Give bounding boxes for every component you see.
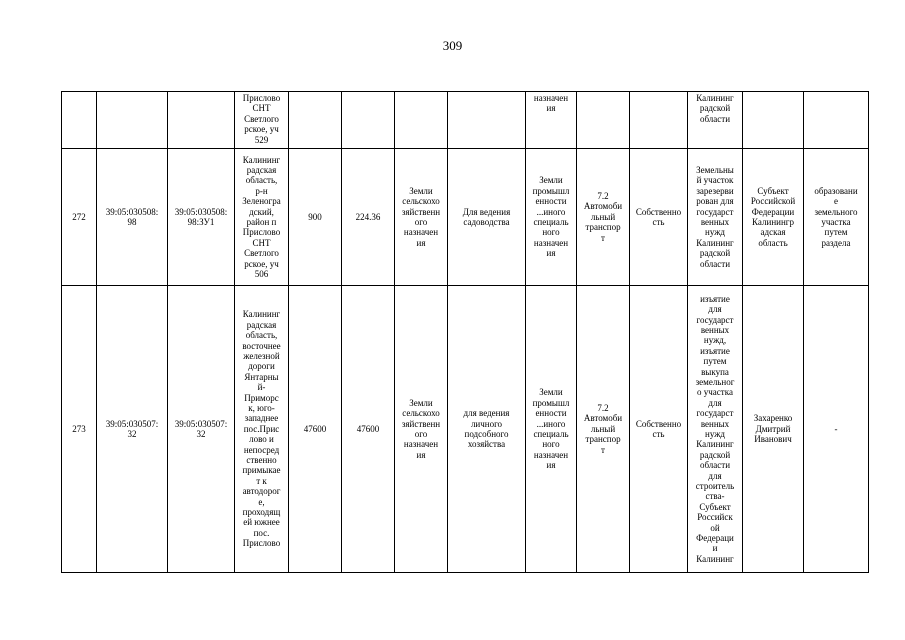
address-cell	[235, 149, 289, 286]
note-cell	[804, 286, 869, 573]
cell-line: область,	[245, 330, 278, 341]
cell-line: 39:05:030507:	[105, 418, 159, 429]
cell-line: Земли	[539, 175, 563, 186]
permitted-use-cell	[448, 149, 526, 286]
cell-line: СНТ	[252, 103, 271, 114]
cell-line: зяйственн	[401, 418, 441, 429]
cell-line: сельскохо	[402, 408, 440, 419]
land-category-cell	[395, 92, 448, 149]
cell-line: ...иного	[536, 418, 566, 429]
cell-line: радской	[699, 248, 731, 259]
cell-line: Дмитрий	[755, 423, 791, 434]
cell-line: Автомоби	[583, 201, 623, 212]
cell-line: Янтарны	[244, 371, 279, 382]
cell-line: Субъект	[757, 185, 789, 196]
cell-line: 39:05:030508:	[174, 206, 228, 217]
cell-line: государст	[696, 314, 734, 325]
owner-cell	[743, 92, 804, 149]
cell-line: венных	[700, 324, 730, 335]
cell-line: ного	[542, 439, 560, 450]
cell-line: т	[601, 444, 605, 455]
cell-line: для	[708, 304, 722, 315]
cell-line: Зеленогра	[242, 196, 281, 207]
cell-line: радской	[699, 449, 731, 460]
cell-line: 39:05:030508:	[105, 206, 159, 217]
cell-line: рован для	[696, 196, 734, 207]
cell-line: Калининг	[696, 237, 734, 248]
cell-line: ...иного	[536, 206, 566, 217]
cell-line: Автомоби	[583, 413, 623, 424]
cell-line: район п	[246, 217, 277, 227]
cell-line: Прислово	[242, 227, 281, 238]
cell-line: сть	[652, 429, 665, 439]
cell-line: льный	[590, 423, 616, 434]
cell-line: ой	[710, 522, 720, 533]
cell-line: транспор	[585, 434, 621, 445]
cadastral-number-cell	[97, 286, 168, 573]
cell-line: Земельны	[696, 164, 734, 175]
category-code-cell	[577, 286, 630, 573]
cell-line: назначен	[403, 227, 439, 238]
owner-cell	[743, 286, 804, 573]
table-row	[62, 286, 869, 573]
cell-line: 529	[254, 134, 269, 145]
area-total-cell: 47600	[289, 286, 342, 573]
cell-line: 98:ЗУ1	[187, 217, 215, 227]
area-part-cell	[342, 92, 395, 149]
cell-line: зарезерви	[696, 185, 734, 196]
cell-line: 7.2	[597, 402, 609, 413]
cell-line: изъятие	[700, 345, 730, 356]
cadastral-number-cell	[97, 149, 168, 286]
cell-line: государст	[696, 206, 734, 217]
cell-line: Прислово	[242, 538, 281, 549]
permitted-use-cell	[448, 92, 526, 149]
cell-line: специаль	[533, 429, 569, 439]
cell-line: раздела	[821, 237, 851, 248]
cell-line: область	[758, 237, 788, 248]
cell-line: хозяйства	[467, 439, 506, 450]
cell-line: Приморс	[244, 392, 279, 403]
cell-line: зяйственн	[401, 206, 441, 217]
owner-cell	[743, 149, 804, 286]
cell-line: й участок	[696, 175, 734, 186]
cell-line: дский,	[249, 206, 274, 217]
cell-line: Прислово	[242, 93, 281, 103]
cell-line: ственно	[246, 455, 277, 466]
cell-line: участка	[821, 217, 851, 227]
cell-line: для	[708, 397, 722, 408]
row-number: 273	[62, 286, 97, 573]
row-number	[62, 92, 97, 149]
cell-line: пос.	[253, 527, 270, 538]
cadastral-number-cell	[97, 92, 168, 149]
cell-line: 39:05:030507:	[174, 418, 228, 429]
cadastral-part-cell	[168, 286, 235, 573]
cell-line: р-н	[255, 185, 268, 196]
permitted-use-cell	[448, 286, 526, 573]
cell-line: Иванович	[754, 434, 792, 445]
cell-line: Собственно	[635, 206, 682, 217]
cell-line: сельскохо	[402, 196, 440, 207]
cell-line: енности	[535, 408, 567, 419]
cell-line: дороги	[248, 361, 275, 372]
cell-line: Калининг	[696, 93, 734, 103]
cell-line: льный	[590, 211, 616, 222]
page-number: 309	[442, 38, 463, 53]
cell-line: 32	[196, 429, 206, 439]
cell-line: для	[708, 470, 722, 481]
cell-line: Светлого	[244, 113, 279, 124]
cell-line: ия	[546, 460, 556, 471]
cell-line: Собственно	[635, 418, 682, 429]
land-category-cell	[395, 149, 448, 286]
cell-line: ия	[416, 237, 426, 248]
cell-line: для ведения	[463, 408, 510, 419]
table-row	[62, 149, 869, 286]
area-part-cell: 47600	[342, 286, 395, 573]
cell-line: Федераци	[696, 533, 734, 544]
cell-line: Калининг	[242, 309, 281, 320]
reason-cell	[688, 286, 743, 573]
reason-cell	[688, 92, 743, 149]
cell-line: к, юго-	[248, 402, 275, 413]
land-registry-table	[61, 91, 869, 573]
cell-line: назначен	[533, 449, 569, 460]
cell-line: Для ведения	[462, 206, 511, 217]
cell-line: непосред	[243, 444, 280, 455]
cell-line: область,	[245, 175, 278, 186]
cell-line: Земли	[409, 185, 433, 196]
area-total-cell: 900	[289, 149, 342, 286]
cell-line: рское, уч	[244, 124, 279, 135]
right-type-cell	[630, 92, 688, 149]
note-cell	[804, 149, 869, 286]
cell-line: промышл	[532, 397, 570, 408]
cell-line: радской	[699, 103, 731, 114]
cell-line: Федерации	[751, 206, 795, 217]
cell-line: западнее	[244, 413, 279, 424]
cell-line: транспор	[585, 222, 621, 233]
cell-line: образовани	[814, 185, 858, 196]
cell-line: Земли	[539, 387, 563, 398]
cell-line: специаль	[533, 217, 569, 227]
cell-line: Российск	[697, 512, 733, 523]
cell-line: ого	[414, 429, 428, 439]
cell-line: назначен	[533, 237, 569, 248]
table-row	[62, 92, 869, 149]
cell-line: е,	[258, 496, 265, 507]
cell-line: ного	[542, 227, 560, 238]
cell-line: примыкае	[242, 465, 281, 476]
cell-line: промышл	[532, 185, 570, 196]
cell-line: Калининг	[242, 154, 281, 165]
cell-line: пос.Прис	[243, 423, 280, 434]
cell-line: радская	[246, 164, 277, 175]
cell-line: восточнее	[242, 340, 281, 351]
cell-line: ства-	[705, 491, 725, 502]
cell-line: изъятие	[700, 293, 730, 304]
right-type-cell	[630, 149, 688, 286]
cell-line: т к	[256, 475, 267, 486]
cell-line: назначен	[533, 93, 569, 103]
cell-line: путем	[703, 356, 727, 367]
cell-line: и	[712, 543, 718, 554]
cell-line: 7.2	[597, 190, 609, 201]
cell-line: венных	[700, 217, 730, 227]
cell-line: 506	[254, 269, 269, 280]
cell-line: ей южнее	[243, 517, 280, 528]
right-type-cell	[630, 286, 688, 573]
cell-line: области	[699, 113, 731, 124]
cell-line: Субъект	[699, 501, 731, 512]
cell-line: о участка	[697, 387, 733, 398]
cell-line: автодорог	[242, 486, 281, 497]
cell-line: Земли	[409, 397, 433, 408]
area-part-cell: 224.36	[342, 149, 395, 286]
address-cell	[235, 286, 289, 573]
cell-line: т	[601, 232, 605, 243]
cell-line: радская	[246, 319, 277, 330]
reason-cell	[688, 149, 743, 286]
cell-line: земельног	[695, 376, 735, 387]
cell-line: СНТ	[252, 237, 271, 248]
cell-line: личного	[470, 418, 503, 429]
cell-line: ия	[546, 248, 556, 259]
cell-line: адская	[760, 227, 786, 238]
cell-line: е	[834, 196, 838, 207]
row-number: 272	[62, 149, 97, 286]
cell-line: подсобного	[464, 429, 509, 439]
cell-line: путем	[824, 227, 848, 238]
area-total-cell	[289, 92, 342, 149]
cell-line: 98	[127, 217, 137, 227]
purpose-cell	[526, 149, 577, 286]
cell-line: енности	[535, 196, 567, 207]
cell-line: Калининг	[696, 553, 734, 564]
category-code-cell	[577, 92, 630, 149]
cell-line: Российской	[750, 196, 796, 207]
cell-line: Калининг	[696, 439, 734, 450]
cell-line: проходящ	[242, 507, 281, 518]
cell-line: ия	[416, 449, 426, 460]
land-category-cell	[395, 286, 448, 573]
cell-line: садоводства	[463, 217, 510, 227]
cell-line: Калинингр	[752, 217, 794, 227]
cadastral-part-cell	[168, 92, 235, 149]
cell-line: государст	[696, 408, 734, 419]
cell-line: строитель	[695, 481, 735, 492]
cell-line: области	[699, 460, 731, 471]
cell-line: железной	[243, 350, 280, 361]
cell-line: нужд,	[703, 335, 727, 346]
cell-line: рское, уч	[244, 258, 279, 269]
cell-line: назначен	[403, 439, 439, 450]
cell-line: нужд	[705, 429, 725, 439]
cell-line: Светлого	[244, 248, 279, 259]
address-cell	[235, 92, 289, 149]
cell-line: лово и	[249, 434, 274, 445]
purpose-cell	[526, 286, 577, 573]
note-cell	[804, 92, 869, 149]
cell-line: земельного	[814, 206, 858, 217]
cell-line: Захаренко	[753, 413, 793, 424]
cell-line: нужд	[705, 227, 725, 238]
cadastral-part-cell	[168, 149, 235, 286]
cell-line: сть	[652, 217, 665, 227]
cell-line: области	[699, 258, 731, 269]
cell-line: ого	[414, 217, 428, 227]
cell-line: 32	[127, 429, 137, 439]
category-code-cell	[577, 149, 630, 286]
cell-line: -	[834, 423, 838, 434]
cell-line: ия	[546, 103, 556, 114]
cell-line: венных	[700, 418, 730, 429]
cell-line: й-	[257, 382, 266, 393]
cell-line: выкупа	[701, 366, 729, 377]
purpose-cell	[526, 92, 577, 149]
